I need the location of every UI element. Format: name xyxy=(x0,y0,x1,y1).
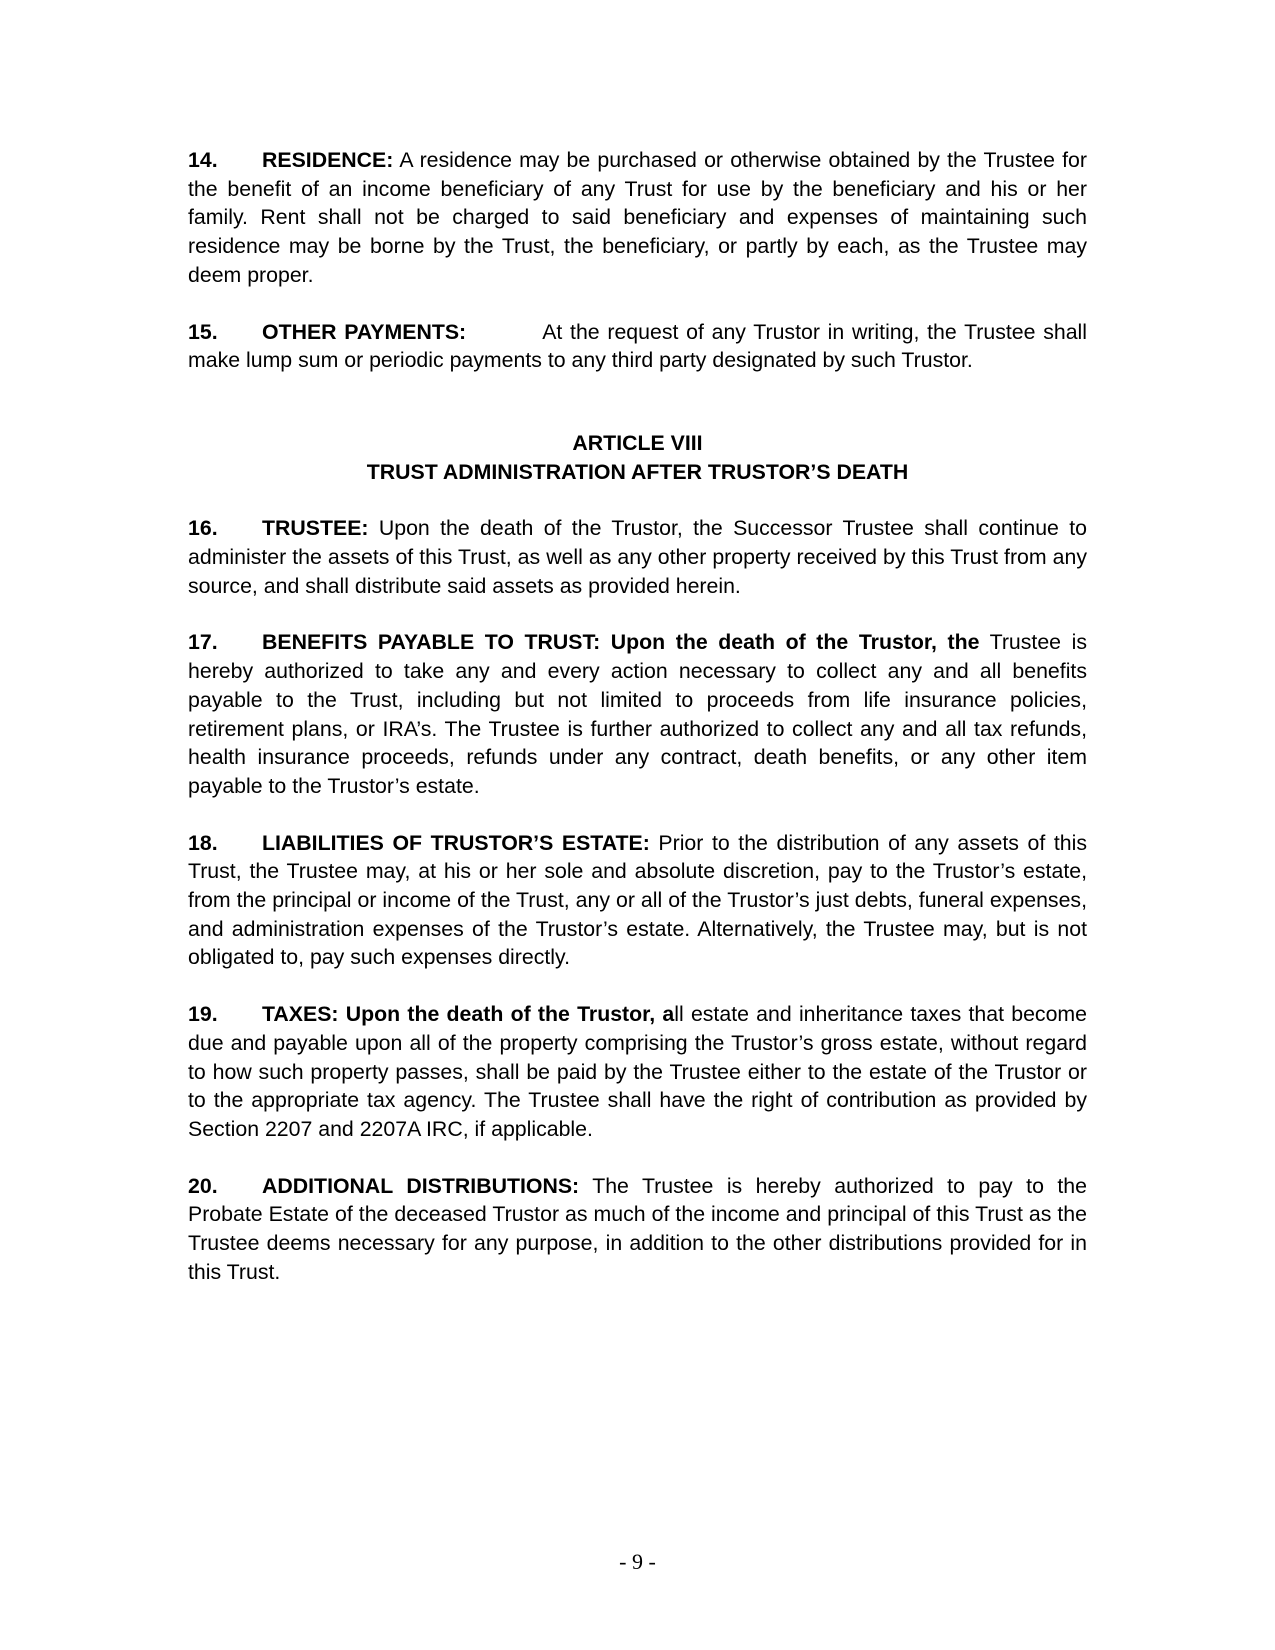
paragraph-text: The Trustee is hereby authorized to pay to the Probate Estate of the deceased Trustor as much of the income and principal of this Trust as the Trustee deems necessary for any purpose, in addition to the other distributions provided for in this Trust. xyxy=(188,1173,1087,1284)
paragraph-16 xyxy=(188,514,1087,600)
article-heading xyxy=(188,429,1087,486)
paragraph-text: At the request of any Trustor in writing, the Trustee shall make lump sum or periodic payments to any third party designated by such Trustor. xyxy=(188,319,1093,373)
paragraph-lead: Upon the death of the Trustor, the xyxy=(600,630,980,655)
paragraph-text: ll estate and inheritance taxes that become due and payable upon all of the property comprising the Trustor’s gross estate, without regard to how such property passes, shall be paid by the Trustee either to the estate of the Trustor or to the appropriate tax agency. The Trustee shall have the right of contribution as provided by Section 2207 and 2207A IRC, if applicable. xyxy=(188,1002,1087,1141)
paragraph-17 xyxy=(188,628,1087,800)
paragraph-number: 19. xyxy=(188,1002,218,1027)
paragraph-heading: ADDITIONAL DISTRIBUTIONS: xyxy=(262,1173,580,1198)
paragraph-number: 17. xyxy=(188,630,218,655)
paragraph-text: A residence may be purchased or otherwise obtained by the Trustee for the benefit of an income beneficiary of any Trust for use by the beneficiary and his or her family. Rent shall not be charged to said beneficiary and expenses of maintaining such residence may be borne by the Trust, the beneficiary, or partly by each, as the Trustee may deem proper. xyxy=(188,148,1087,287)
paragraph-heading: TAXES: xyxy=(262,1002,339,1027)
paragraph-20 xyxy=(188,1172,1087,1287)
paragraph-heading: LIABILITIES OF TRUSTOR’S ESTATE: xyxy=(262,830,650,855)
article-subtitle: TRUST ADMINISTRATION AFTER TRUSTOR’S DEATH xyxy=(366,459,909,484)
paragraph-heading: RESIDENCE: xyxy=(262,148,394,172)
page-number: - 9 - xyxy=(619,1549,656,1574)
paragraph-18 xyxy=(188,829,1087,973)
paragraph-heading: TRUSTEE: xyxy=(262,516,369,541)
document-body xyxy=(188,146,1093,1315)
paragraph-number: 20. xyxy=(188,1173,218,1198)
paragraph-heading: OTHER PAYMENTS: xyxy=(262,319,467,344)
paragraph-14 xyxy=(188,146,1087,290)
paragraph-15 xyxy=(188,318,1093,375)
paragraph-number: 16. xyxy=(188,516,218,541)
paragraph-lead: Upon the death of the Trustor, a xyxy=(338,1002,675,1027)
paragraph-text: Trustee is hereby authorized to take any and every action necessary to collect any and all benefits payable to the Trust, including but not limited to proceeds from life insurance policies, retirement plans, or IRA’s. The Trustee is further authorized to collect any and all tax refunds, health insurance proceeds, refunds under any contract, death benefits, or any other item payable to the Trustor’s estate. xyxy=(188,630,1087,798)
paragraph-text: Prior to the distribution of any assets of this Trust, the Trustee may, at his or her sole and absolute discretion, pay to the Trustor’s estate, from the principal or income of the Trust, any or all of the Trustor’s just debts, funeral expenses, and administration expenses of the Trustor’s estate. Alternatively, the Trustee may, but is not obligated to, pay such expenses directly. xyxy=(188,830,1087,970)
paragraph-number: 18. xyxy=(188,830,218,855)
paragraph-heading: BENEFITS PAYABLE TO TRUST: xyxy=(262,630,601,655)
article-title: ARTICLE VIII xyxy=(572,430,703,455)
paragraph-number: 14. xyxy=(188,148,218,172)
paragraph-19 xyxy=(188,1000,1087,1144)
paragraph-text: Upon the death of the Trustor, the Successor Trustee shall continue to administer the assets of this Trust, as well as any other property received by this Trust from any source, and shall distribute said assets as provided herein. xyxy=(188,516,1087,598)
paragraph-number: 15. xyxy=(188,319,218,344)
